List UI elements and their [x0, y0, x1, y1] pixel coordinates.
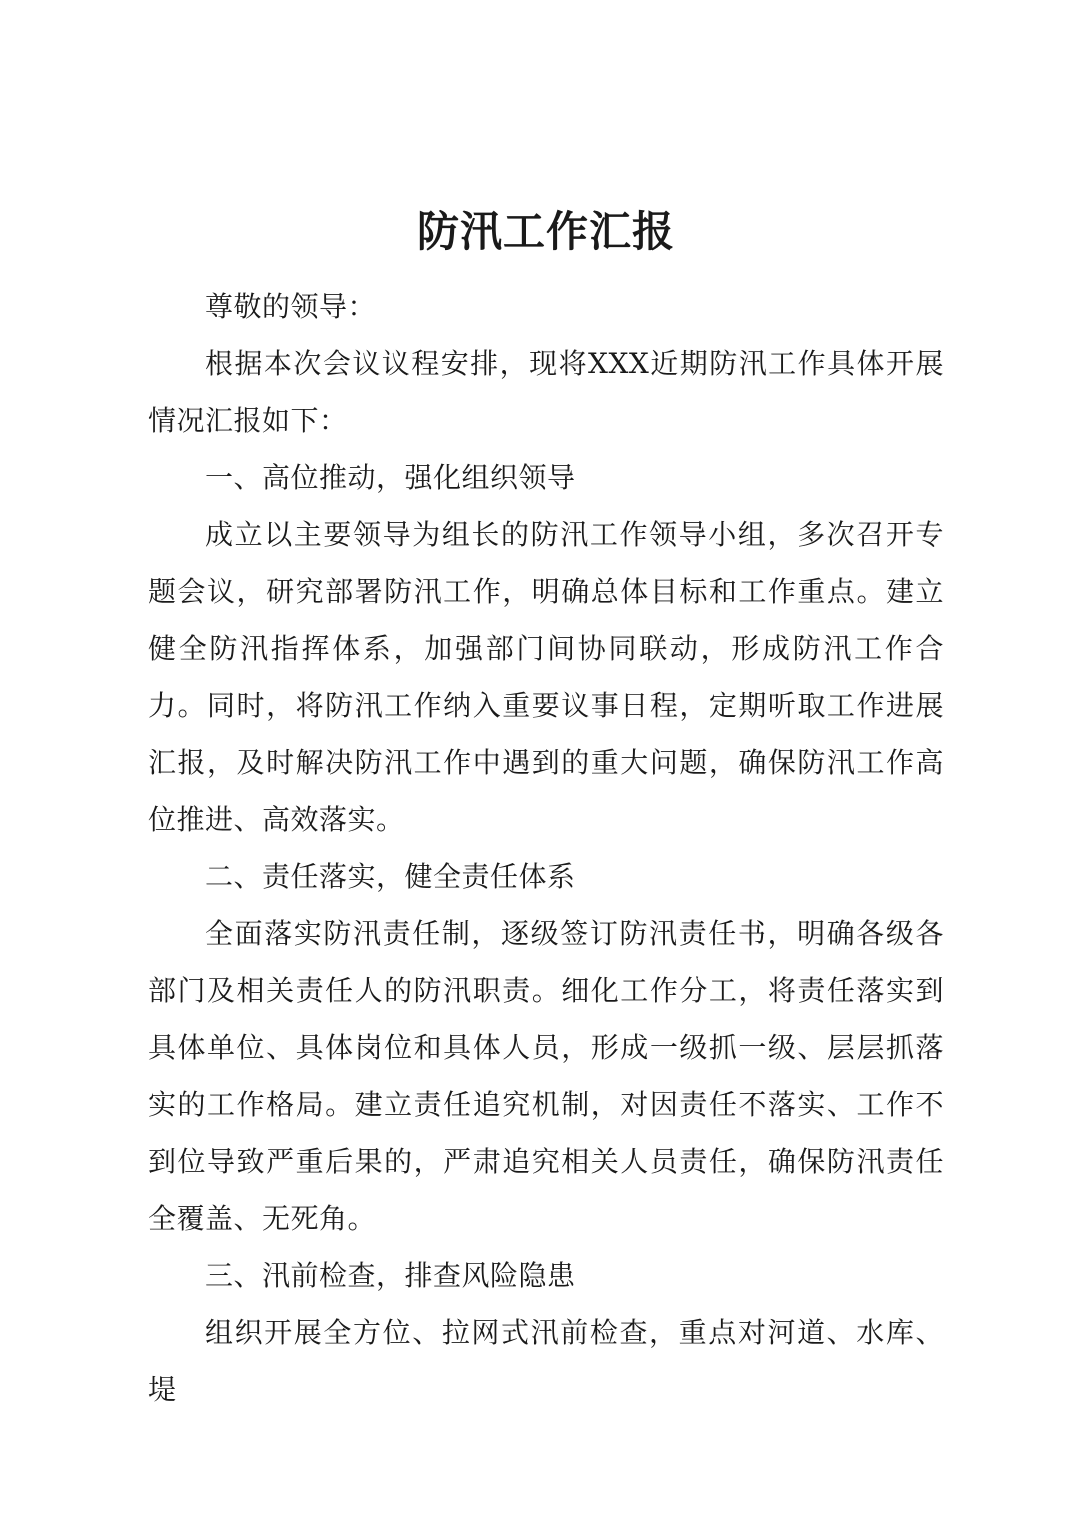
section-body-3: 组织开展全方位、拉网式汛前检查，重点对河道、水库、堤: [148, 1316, 944, 1406]
section-body-1: 成立以主要领导为组长的防汛工作领导小组，多次召开专题会议，研究部署防汛工作，明确总体目标和工作重点。建立健全防汛指挥体系，加强部门间协同联动，形成防汛工作合力。同时，将防汛工作纳入重要议事日程，定期听取工作进展汇报，及时解决防汛工作中遇到的重大问题，确保防汛工作高位推进、高效落实。: [148, 518, 944, 836]
salutation: 尊敬的领导：: [205, 290, 377, 323]
document-body: [148, 278, 944, 1418]
section-heading-2: 二、责任落实，健全责任体系: [205, 860, 576, 893]
section-body-2: 全面落实防汛责任制，逐级签订防汛责任书，明确各级各部门及相关责任人的防汛职责。细化工作分工，将责任落实到具体单位、具体岗位和具体人员，形成一级抓一级、层层抓落实的工作格局。建立责任追究机制，对因责任不落实、工作不到位导致严重后果的，严肃追究相关人员责任，确保防汛责任全覆盖、无死角。: [148, 917, 944, 1235]
section-heading-1: 一、高位推动，强化组织领导: [205, 461, 576, 494]
document-title: 防汛工作汇报: [416, 207, 675, 256]
section-heading-3: 三、汛前检查，排查风险隐患: [205, 1259, 576, 1292]
intro-paragraph: 根据本次会议议程安排，现将XXX近期防汛工作具体开展情况汇报如下：: [148, 347, 944, 437]
